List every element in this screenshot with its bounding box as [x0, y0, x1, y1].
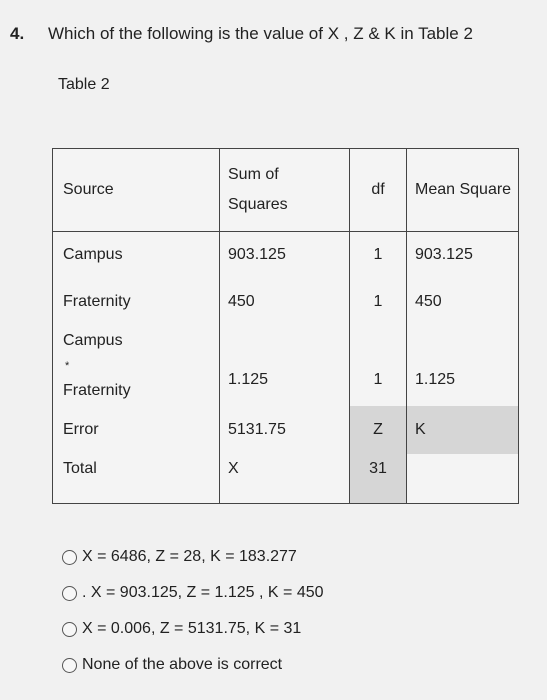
cell-source-line2: Fraternity: [63, 381, 131, 399]
cell-ss: X: [220, 454, 350, 504]
option-3[interactable]: [62, 620, 324, 656]
interaction-mark: *: [65, 359, 70, 372]
option-label: X = 0.006, Z = 5131.75, K = 31: [82, 620, 302, 637]
option-label: None of the above is correct: [82, 656, 283, 673]
cell-source: Campus: [53, 232, 220, 278]
cell-df: 31: [350, 454, 407, 504]
radio-icon[interactable]: [62, 622, 77, 637]
table-row: [53, 278, 519, 326]
cell-ms: K: [407, 406, 519, 454]
radio-icon[interactable]: [62, 658, 77, 673]
cell-df: 1: [350, 232, 407, 278]
question-number: 4.: [10, 24, 25, 43]
radio-icon[interactable]: [62, 550, 77, 565]
table-row: [53, 326, 519, 406]
cell-source: Fraternity: [53, 278, 220, 326]
table-caption: Table 2: [58, 76, 110, 93]
cell-ss: 450: [220, 278, 350, 326]
cell-source-line1: Campus *: [63, 332, 219, 372]
cell-ms: [407, 454, 519, 504]
table-header-row: [53, 149, 519, 232]
anova-table: [52, 148, 519, 504]
cell-ms: 450: [407, 278, 519, 326]
cell-ss: 1.125: [220, 326, 350, 406]
cell-source: [53, 326, 220, 406]
header-source: Source: [53, 149, 220, 232]
table-row: [53, 232, 519, 278]
answer-options: [62, 548, 324, 692]
cell-ss: 5131.75: [220, 406, 350, 454]
table-row: [53, 406, 519, 454]
cell-ms: 903.125: [407, 232, 519, 278]
cell-df: 1: [350, 278, 407, 326]
header-ss-line1: Sum of: [228, 166, 279, 183]
header-df: df: [350, 149, 407, 232]
option-2[interactable]: [62, 584, 324, 620]
cell-df: 1: [350, 326, 407, 406]
cell-ms: 1.125: [407, 326, 519, 406]
option-label: X = 6486, Z = 28, K = 183.277: [82, 548, 297, 565]
question-text: [10, 24, 473, 44]
cell-source: Error: [53, 406, 220, 454]
option-4[interactable]: [62, 656, 324, 692]
option-label: . X = 903.125, Z = 1.125 , K = 450: [82, 584, 324, 601]
header-mean-square: Mean Square: [407, 149, 519, 232]
cell-df: Z: [350, 406, 407, 454]
option-1[interactable]: [62, 548, 324, 584]
header-sum-of-squares: [220, 149, 350, 232]
table-row: [53, 454, 519, 504]
header-ss-line2: Squares: [228, 196, 288, 213]
cell-source: Total: [53, 454, 220, 504]
radio-icon[interactable]: [62, 586, 77, 601]
cell-ss: 903.125: [220, 232, 350, 278]
question-body: Which of the following is the value of X , Z & K in Table 2: [48, 24, 473, 43]
